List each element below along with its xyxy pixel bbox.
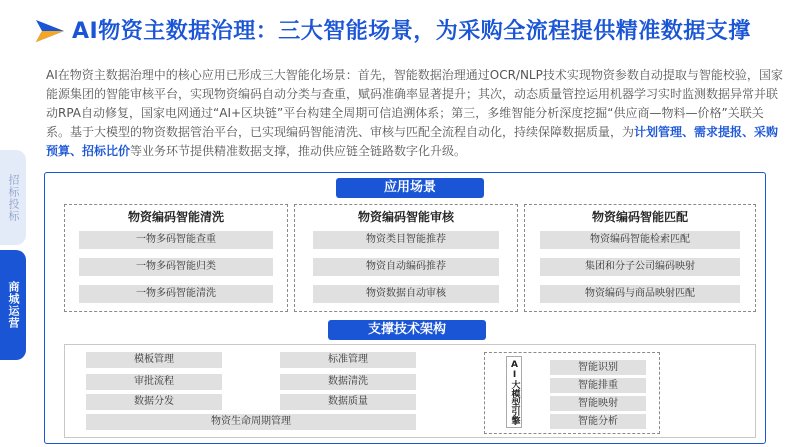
tech-item: 数据质量	[280, 394, 416, 410]
tech-item: 数据分发	[86, 394, 222, 410]
column-heading: 物资编码智能清洗	[127, 210, 224, 224]
page-title: AI物资主数据治理：三大智能场景，为采购全流程提供精准数据支撑	[72, 19, 751, 44]
scenario-column-cleaning	[64, 204, 288, 312]
column-heading: 物资编码智能匹配	[591, 210, 688, 224]
scenario-column-matching	[524, 204, 756, 312]
tech-item: 审批流程	[86, 374, 222, 390]
tech-item: 标准管理	[280, 352, 416, 368]
tech-section-title: 支撑技术架构	[328, 320, 486, 340]
scenario-item: 一物多码智能查重	[79, 231, 273, 249]
engine-item: 智能映射	[550, 396, 646, 411]
side-tab-bidding[interactable]: 招标投标	[0, 150, 26, 245]
intro-highlight: 计划管理、需求提报、采购预算、招标比价	[46, 125, 779, 158]
side-tab-mall-ops[interactable]: 商城运营	[0, 250, 26, 360]
scenario-item: 一物多码智能归类	[79, 258, 273, 276]
scenario-item: 物资编码智能检索匹配	[540, 231, 740, 249]
scenario-item: 一物多码智能清洗	[79, 285, 273, 303]
brand-logo-icon	[36, 20, 64, 42]
engine-item: 智能识别	[550, 360, 646, 375]
column-heading: 物资编码智能审核	[357, 210, 454, 224]
scenario-column-review	[294, 204, 518, 312]
scenario-item: 物资类目智能推荐	[313, 231, 499, 249]
tech-item: 数据清洗	[280, 374, 416, 390]
ai-engine-label: AI大模型引擎	[506, 356, 522, 428]
intro-text: AI在物资主数据治理中的核心应用已形成三大智能化场景：首先，智能数据治理通过OCR/NLP技术实现物资参数自动提取与智能校验，国家能源集团的智能审核平台，实现物资编码自动分类与查重，赋码准确率显著提升；其次，动态质量管控运用机器学习实时监测数据异常并联动RPA自动修复，国家电网通过“AI+区块链”平台构建全周期可信追溯体系；第三，多维智能分析深度挖掘“供应商—物料—价格”关联关系。基于大模型的物资数据管治平台，已实现编码智能清洗、审核与匹配全流程自动化，持续保障数据质量，为	[46, 68, 783, 139]
scenario-item: 物资数据自动审核	[313, 285, 499, 303]
scenario-item: 物资自动编码推荐	[313, 258, 499, 276]
engine-item: 智能分析	[550, 414, 646, 429]
application-section-title: 应用场景	[336, 178, 484, 198]
engine-item: 智能排重	[550, 378, 646, 393]
side-nav	[0, 150, 26, 360]
tech-item-wide: 物资生命周期管理	[86, 414, 416, 430]
scenario-item: 物资编码与商品映射匹配	[540, 285, 740, 303]
intro-paragraph	[46, 66, 786, 161]
intro-tail: 等业务环节提供精准数据支撑，推动供应链全链路数字化升级。	[130, 144, 467, 158]
tech-item: 模板管理	[86, 352, 222, 368]
scenario-item: 集团和分子公司编码映射	[540, 258, 740, 276]
